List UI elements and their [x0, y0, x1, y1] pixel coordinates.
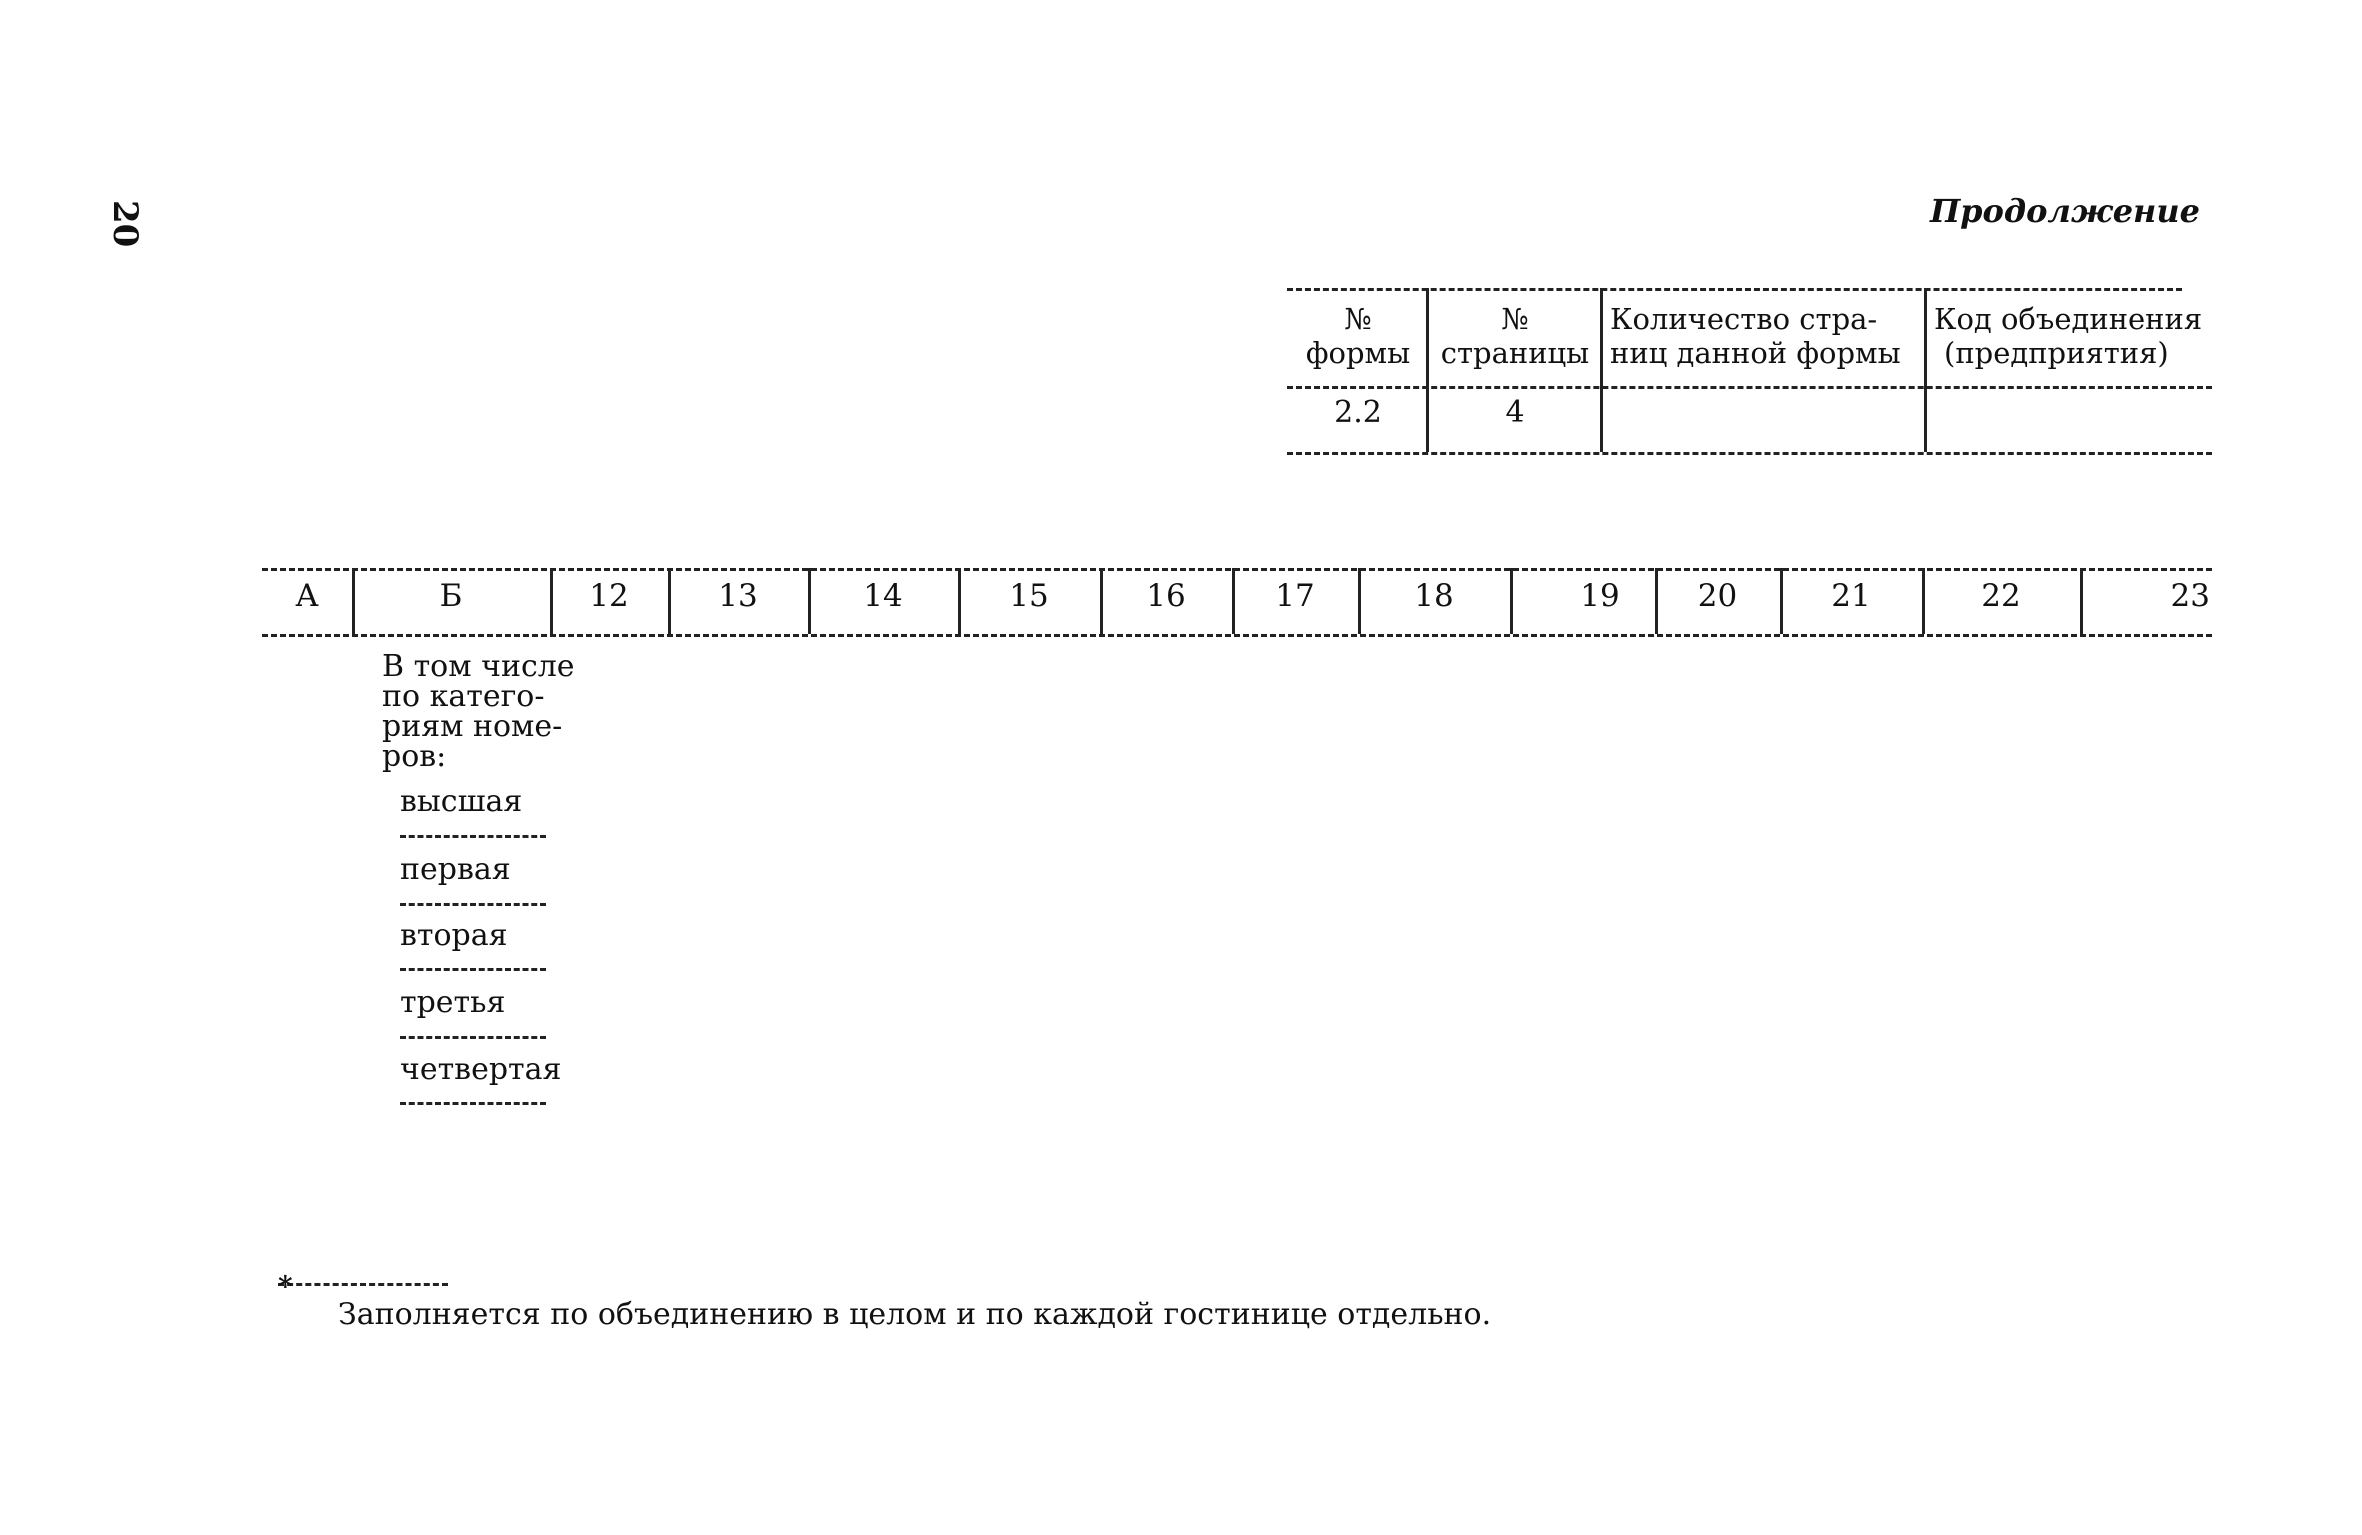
footnote-rule [278, 1283, 448, 1286]
col-22: 22 [1981, 578, 2021, 614]
col-13: 13 [718, 578, 758, 614]
category-item: третья [400, 985, 506, 1020]
header-col-page-number: № страницы [1440, 302, 1590, 370]
continuation-label: Продолжение [1929, 192, 2200, 230]
col-15: 15 [1009, 578, 1049, 614]
category-item: высшая [400, 784, 523, 819]
col-18: 18 [1414, 578, 1454, 614]
footnote-text: Заполняется по объединению в целом и по каждой гостинице отдельно. [338, 1297, 1492, 1332]
col-14: 14 [863, 578, 903, 614]
page-number: 20 [105, 200, 145, 248]
header-col-form-number: № формы [1305, 302, 1411, 370]
col-21: 21 [1831, 578, 1871, 614]
header-col-enterprise-code: Код объединения (предприятия) [1934, 302, 2203, 370]
col-17: 17 [1275, 578, 1315, 614]
col-a: А [295, 578, 319, 614]
col-16: 16 [1146, 578, 1186, 614]
col-23: 23 [2170, 578, 2210, 614]
col-12: 12 [589, 578, 629, 614]
categories-intro: В том числе по катего- риям номе- ров: [382, 649, 575, 774]
form-number-value: 2.2 [1334, 395, 1382, 430]
col-20: 20 [1697, 578, 1738, 614]
col-b: Б [439, 578, 463, 614]
category-item: четвертая [400, 1052, 562, 1087]
category-item: вторая [400, 918, 508, 953]
col-19: 19 [1580, 578, 1620, 614]
page-number-value: 4 [1505, 395, 1525, 430]
footnote-mark: * [278, 1270, 293, 1303]
category-item: первая [400, 852, 511, 887]
header-col-page-count: Количество стра- ниц данной формы [1610, 302, 1901, 370]
